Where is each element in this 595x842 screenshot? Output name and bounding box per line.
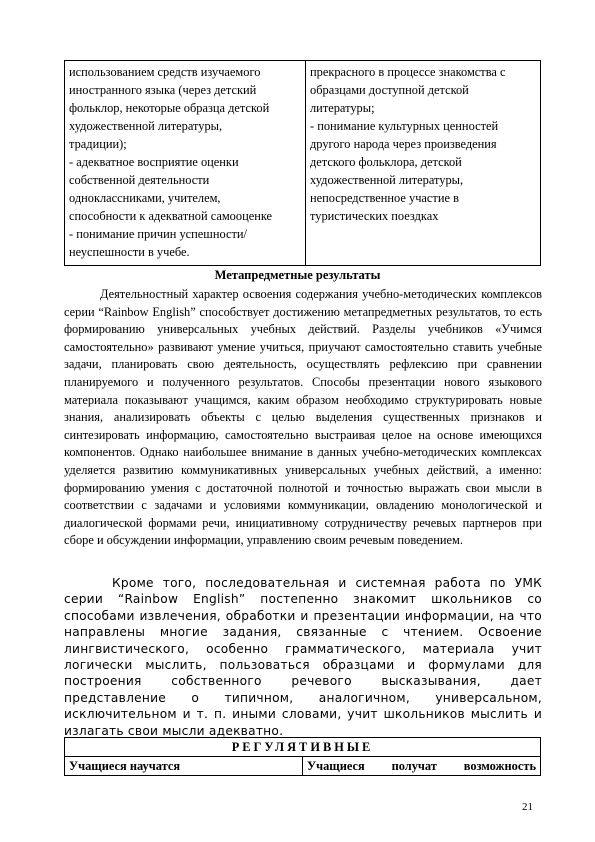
right-line: литературы;: [310, 101, 375, 115]
right-line: прекрасного в процессе знакомства с: [310, 65, 506, 79]
regulatory-table: [64, 737, 541, 776]
left-line: неуспешности в учебе.: [69, 245, 190, 259]
right-line: - понимание культурных ценностей: [310, 119, 499, 133]
right-line: туристических поездках: [310, 209, 439, 223]
left-line: традиции);: [69, 137, 127, 151]
left-line: использованием средств изучаемого: [69, 65, 261, 79]
table-header-row: [65, 738, 541, 757]
right-line: образцами доступной детской: [310, 83, 469, 97]
umk-paragraph: Кроме того, последовательная и системная работа по УМК серии “Rainbow English” постепенно знакомит школьников со способами извлечения, обработки и презентации информации, на что направлены многие задания, связанные с чтением. Освоение лингвистического, особенно грамматического, материала учит логически мыслить, пользоваться образцами и формулами для построения собственного речевого высказывания, дает представление о типичном, аналогичном, универсальном, исключительном и т. п. иными словами, учит школьников мыслить и излагать свои мысли адекватно.: [64, 576, 542, 738]
page-number: 21: [522, 801, 533, 813]
right-cell: [306, 61, 541, 266]
meta-results-paragraph: Деятельностный характер освоения содержания учебно-методических комплексов серии “Rainbow English” способствует достижению метапредметных результатов, то есть формированию универсальных учебных действий. Разделы учебников «Учимся самостоятельно» развивают умение учиться, приучают самостоятельно ставить учебные задачи, планировать свою деятельность, осуществлять рефлексию при сравнении планируемого и полученного результатов. Способы презентации нового языкового материала показывают учащимся, каким образом необходимо структурировать новые знания, анализировать объекты с целью выделения существенных признаков и синтезировать информацию, самостоятельно выстраивая целое на основе имеющихся компонентов. Однако наибольшее внимание в данных учебно-методических комплексах уделяется развитию коммуникативных универсальных учебных действий, а именно: формированию умения с достаточной полнотой и точностью выражать свои мысли в соответствии с задачами и условиями коммуникации, овладению монологической и диалогической формами речи, инициативному сотрудничеству речевых партнеров при сборе и обсуждении информации, управлению своим речевым поведением.: [64, 287, 542, 548]
right-line: художественной литературы,: [310, 173, 464, 187]
table-row: [65, 757, 541, 776]
outcomes-table-continuation: [64, 60, 541, 266]
left-line: иностранного языка (через детский: [69, 83, 257, 97]
right-line: детского фольклора, детской: [310, 155, 462, 169]
left-line: одноклассниками, учителем,: [69, 191, 221, 205]
left-line: способности к адекватной самооценке: [69, 209, 273, 223]
table-row: [65, 61, 541, 266]
right-line: непосредственное участие в: [310, 191, 459, 205]
left-line: - понимание причин успешности/: [69, 227, 247, 241]
section-heading: Метапредметные результаты: [214, 268, 381, 282]
will-have-opportunity-header: Учащиеся получат возможность: [303, 757, 541, 776]
regulatory-header: РЕГУЛЯТИВНЫЕ: [65, 738, 541, 757]
left-line: - адекватное восприятие оценки: [69, 155, 239, 169]
left-cell: [65, 61, 306, 266]
left-line: фольклор, некоторые образца детской: [69, 101, 270, 115]
left-line: собственной деятельности: [69, 173, 210, 187]
will-learn-header: Учащиеся научатся: [65, 757, 303, 776]
right-line: другого народа через произведения: [310, 137, 497, 151]
left-line: художественной литературы,: [69, 119, 223, 133]
